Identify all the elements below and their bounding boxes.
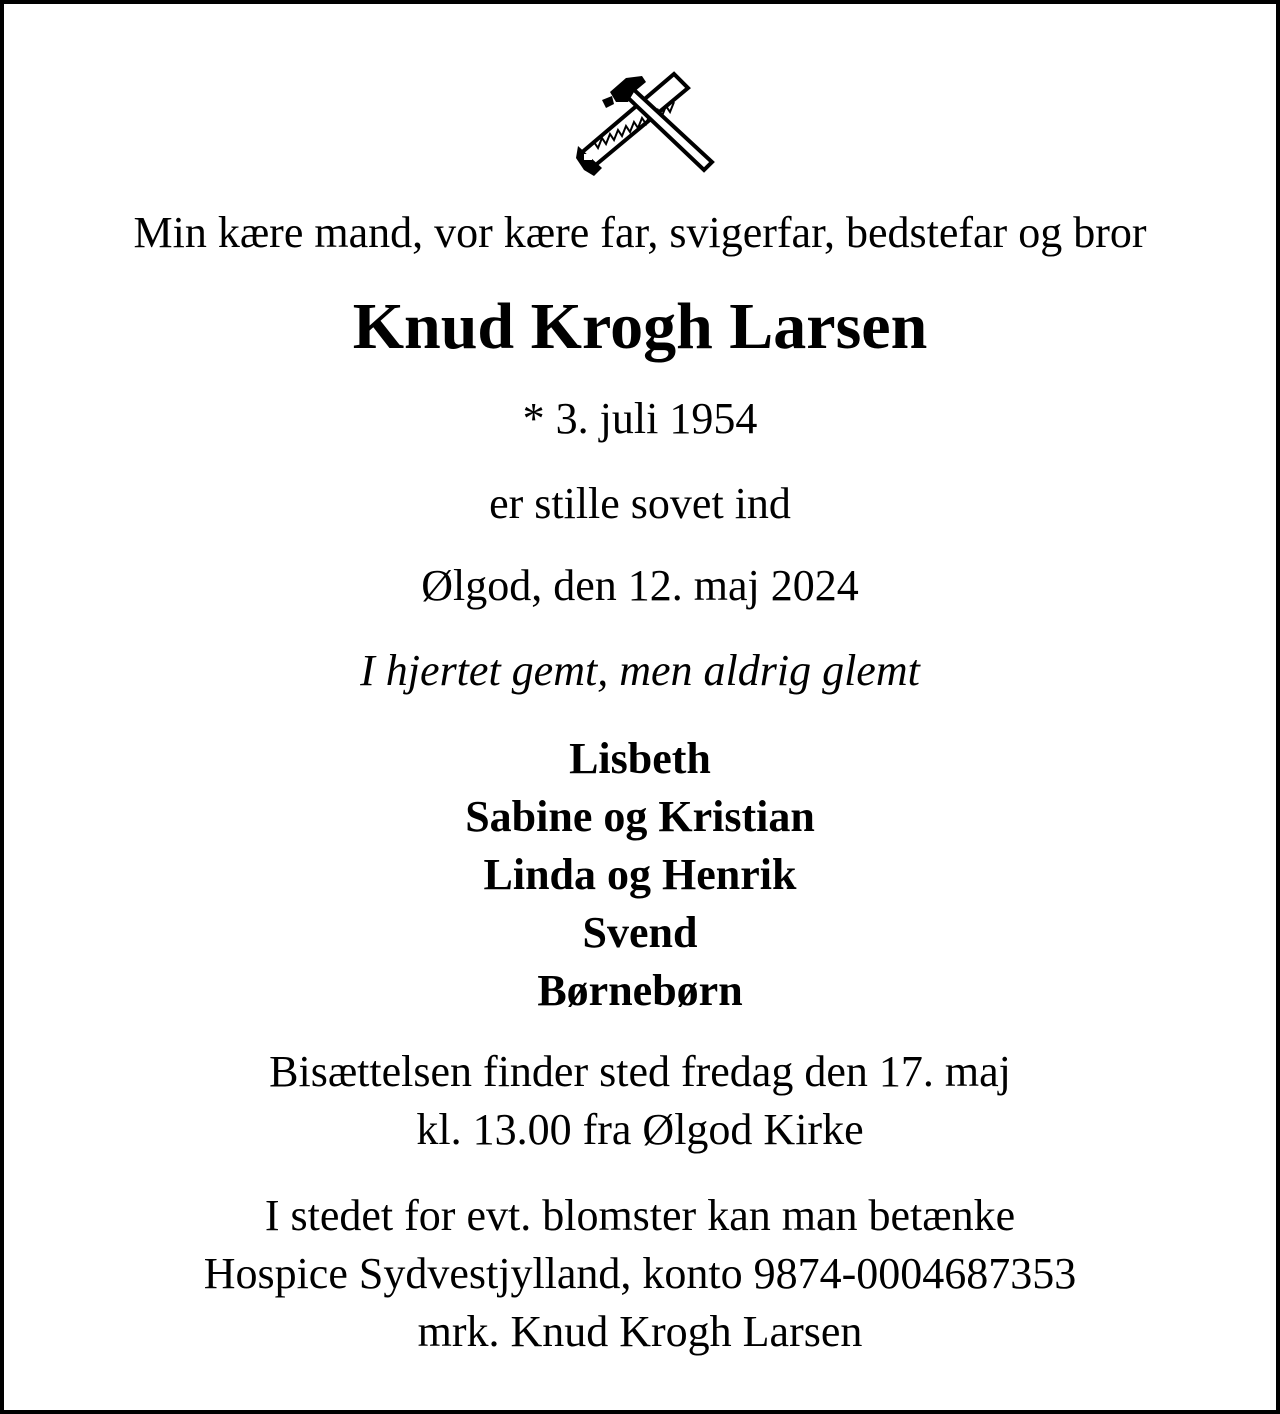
family-list xyxy=(4,730,1276,1020)
donation-info-line: mrk. Knud Krogh Larsen xyxy=(417,1307,863,1356)
intro-text: Min kære mand, vor kære far, svigerfar, bedstefar og bror xyxy=(133,208,1147,257)
funeral-info xyxy=(4,1043,1276,1159)
birth-date: * 3. juli 1954 xyxy=(522,394,758,443)
donation-info xyxy=(4,1187,1276,1361)
donation-info-line: Hospice Sydvestjylland, konto 9874-0004687353 xyxy=(203,1249,1077,1298)
family-member: Lisbeth xyxy=(569,734,711,783)
passed-away-text: er stille sovet ind xyxy=(489,479,791,528)
family-member: Linda og Henrik xyxy=(483,850,797,899)
donation-info-line: I stedet for evt. blomster kan man betænke xyxy=(264,1191,1016,1240)
funeral-info-line: Bisættelsen finder sted fredag den 17. maj xyxy=(269,1047,1011,1096)
funeral-info-line: kl. 13.00 fra Ølgod Kirke xyxy=(416,1105,864,1154)
family-member: Børnebørn xyxy=(537,966,743,1015)
family-member: Svend xyxy=(582,908,698,957)
memorial-motto: I hjertet gemt, men aldrig glemt xyxy=(360,646,920,695)
place-and-date: Ølgod, den 12. maj 2024 xyxy=(421,561,859,610)
family-member: Sabine og Kristian xyxy=(465,792,815,841)
hammer-and-saw-icon xyxy=(572,62,720,180)
deceased-name: Knud Krogh Larsen xyxy=(352,290,928,363)
